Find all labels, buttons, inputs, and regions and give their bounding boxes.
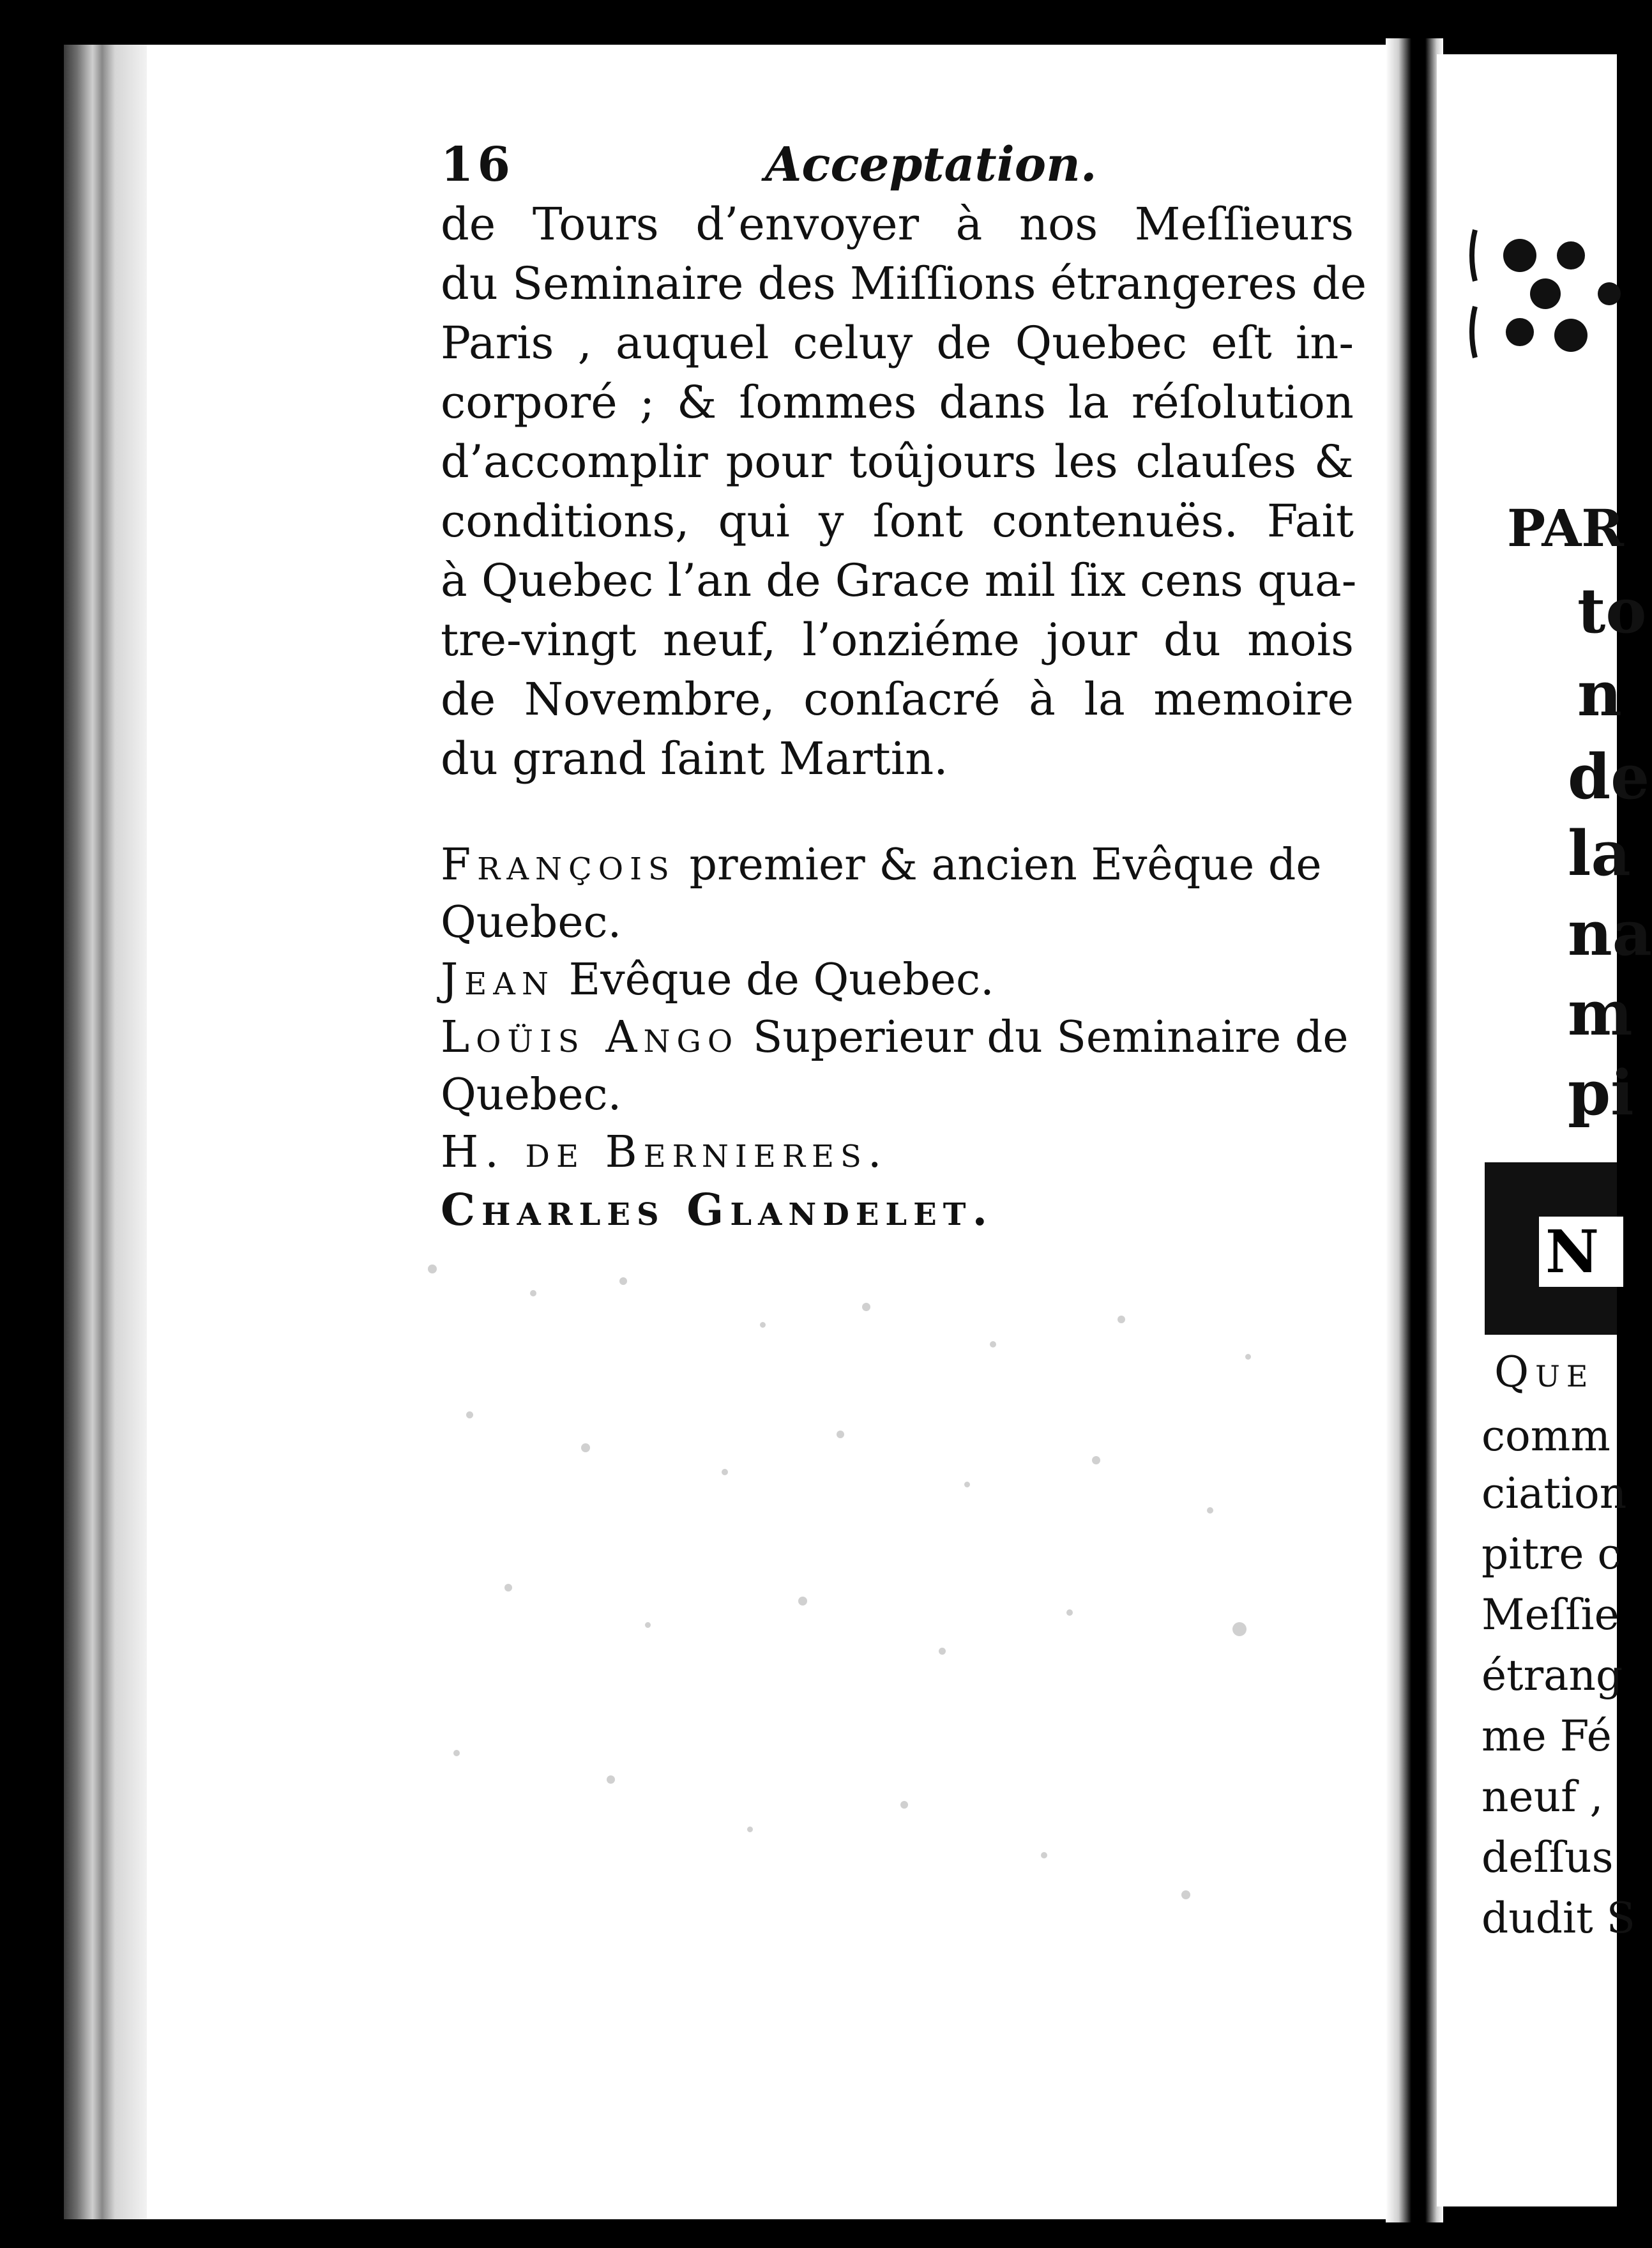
right-page-text: Meſſie xyxy=(1481,1590,1619,1639)
right-page-text: na xyxy=(1568,897,1652,969)
text-line: de Tours d’envoyer à nos Meſſieurs xyxy=(441,198,1354,250)
right-page-text: to xyxy=(1577,575,1647,647)
book-gutter xyxy=(1386,38,1443,2222)
text-line: à Quebec l’an de Grace mil ſix cens qua- xyxy=(441,554,1357,607)
text-line: tre-vingt neuf, l’onziéme jour du mois xyxy=(441,614,1354,666)
right-page xyxy=(1437,54,1617,2206)
right-page-heading: PAR xyxy=(1507,498,1624,558)
text-line: d’accomplir pour toûjours les clauſes & xyxy=(441,436,1354,488)
right-page-text: de xyxy=(1568,741,1650,813)
body-paragraph xyxy=(441,195,1367,789)
page-number: 16 xyxy=(441,137,514,192)
right-page-text: deſſus xyxy=(1481,1833,1614,1882)
right-page-text: neuf , xyxy=(1481,1772,1603,1821)
text-line: de Novembre, conſacré à la memoire xyxy=(441,673,1354,725)
right-page-text: Que xyxy=(1494,1348,1595,1397)
signatory-name: Loüis Ango xyxy=(441,1012,739,1063)
signatory-title: premier & ancien Evêque de xyxy=(675,840,1322,890)
signature-francois xyxy=(441,840,1354,948)
right-page-text: n xyxy=(1577,658,1622,730)
text-line: du grand ſaint Martin. xyxy=(441,733,948,785)
signatory-name: H. de Bernieres. xyxy=(441,1127,888,1178)
text-line: corporé ; & ſommes dans la réſolution xyxy=(441,376,1354,429)
signatory-name: François xyxy=(441,840,676,890)
right-page-text: me Fé xyxy=(1481,1712,1612,1761)
signatory-title: Superieur du Seminaire de xyxy=(739,1012,1349,1063)
right-page-text: dudit S xyxy=(1481,1894,1635,1943)
right-page-text: pi xyxy=(1568,1057,1634,1129)
signature-jean xyxy=(441,955,1354,1006)
dropcap-letter: N xyxy=(1539,1217,1623,1287)
right-page-text: ciation xyxy=(1481,1469,1627,1518)
signatory-name: Charles Glandelet. xyxy=(441,1185,994,1236)
signatory-name: Jean xyxy=(441,955,555,1005)
signature-block xyxy=(441,840,1354,1243)
right-page-text: la xyxy=(1568,817,1631,890)
ornament-band xyxy=(1462,211,1617,377)
right-page-text: pitre c xyxy=(1481,1530,1621,1579)
right-page-text: étrang xyxy=(1481,1651,1623,1700)
signature-louis-ango xyxy=(441,1012,1354,1121)
text-line: du Seminaire des Miſſions étrangeres de xyxy=(441,257,1367,310)
signature-glandelet xyxy=(441,1185,1354,1236)
signatory-title: Evêque de Quebec. xyxy=(554,955,994,1005)
text-line: conditions, qui y ſont contenuës. Fait xyxy=(441,495,1354,547)
signatory-title-cont: Quebec. xyxy=(441,1070,622,1120)
page-header xyxy=(441,137,1354,201)
right-page-text: m xyxy=(1568,977,1633,1049)
signatory-title-cont: Quebec. xyxy=(441,897,622,948)
running-head: Acceptation. xyxy=(765,137,1097,192)
page-edge-stack xyxy=(64,45,147,2219)
ink-bleed-through xyxy=(415,1252,1354,1916)
signature-bernieres xyxy=(441,1127,1354,1178)
text-line: Paris , auquel celuy de Quebec eſt in- xyxy=(441,317,1354,369)
right-page-text: comm xyxy=(1481,1411,1610,1461)
